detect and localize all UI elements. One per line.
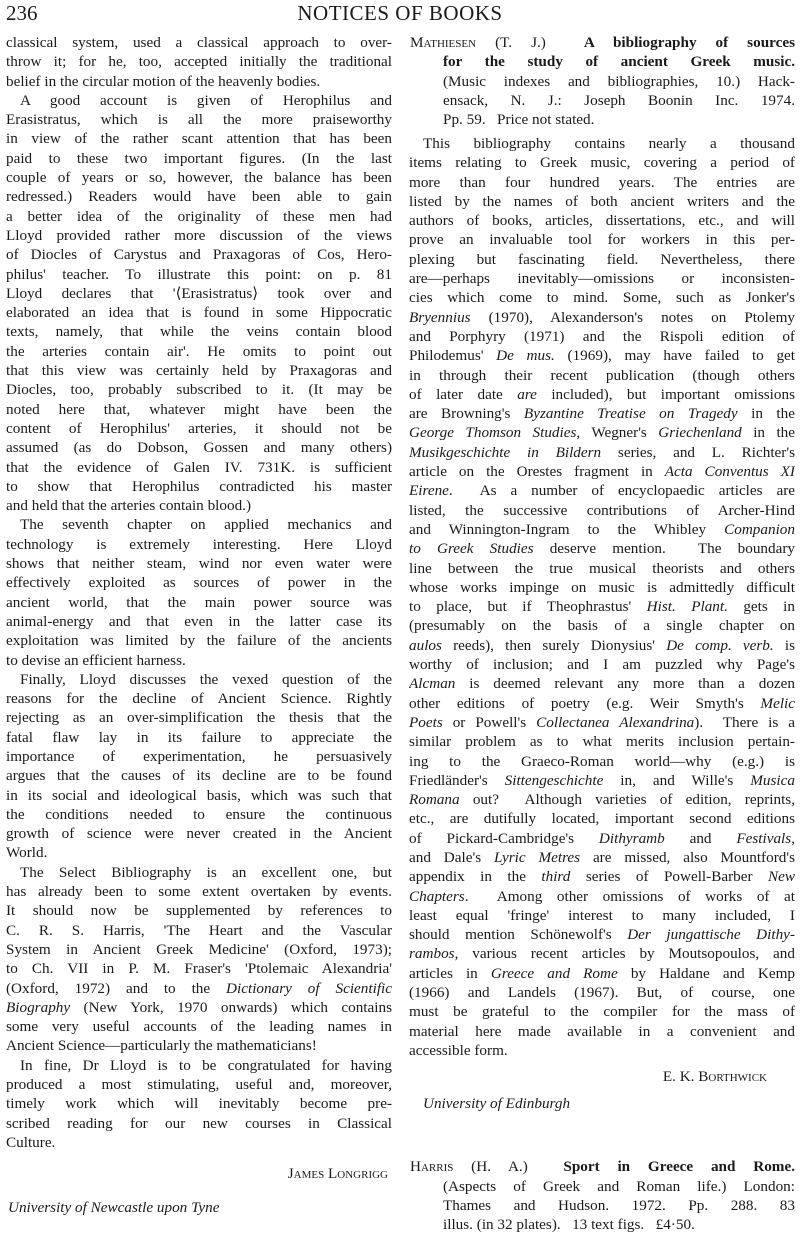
text-line: noted here that, whatever might have been the (6, 400, 392, 418)
text-segment: other editions of poetry (e.g. Weir Smyth's (409, 694, 761, 712)
italic-text-segment: Biography (6, 998, 71, 1016)
text-line: throw it; for he, too, accepted initially the traditional (6, 53, 392, 71)
text-segment: . Among other omissions of works of at (464, 887, 795, 905)
text-segment: , (791, 829, 795, 847)
text-line: System in Ancient Greek Medicine' (Oxford, 1973); (6, 940, 392, 958)
text-segment: ). There is a (694, 713, 795, 731)
italic-text-segment: Melic (760, 694, 795, 712)
text-line: line between the true musical theorists and others (409, 559, 795, 577)
review-text (409, 134, 795, 1060)
review-heading-harris (410, 1157, 795, 1234)
italic-text-segment: to Greek Studies (409, 540, 534, 558)
text-line: Erasistratus, which is all the more praiseworthy (6, 111, 392, 129)
text-segment: of Pickard-Cambridge's (409, 829, 599, 847)
italic-text-segment: George Thomson Studies (409, 424, 577, 442)
page-number: 236 (6, 1, 38, 25)
text-segment: (1970), Alexanderson's notes on Ptolemy (470, 308, 795, 326)
text-line: material here made available in a convenient and (409, 1022, 795, 1040)
text-segment: by Haldane and Kemp (617, 964, 795, 982)
text-line (409, 867, 795, 886)
left-column-text (6, 33, 392, 1152)
text-segment: deserve mention. The boundary (533, 540, 795, 558)
text-line (409, 385, 795, 404)
text-line: The seventh chapter on applied mechanics and (20, 516, 392, 534)
review-details-line: (Music indexes and bibliographies, 10.) Hack- (443, 72, 795, 90)
text-line: exploitation was limited by the failure of the ancients (6, 632, 392, 650)
text-segment: should mention Schönewolf's (409, 926, 628, 944)
review-heading-line (410, 1157, 795, 1176)
text-line: authors of books, articles, dissertations, etc., and will (409, 212, 795, 230)
italic-text-segment: rambos (409, 945, 455, 963)
text-segment: and Winnington-Ingram to the Whibley (409, 520, 725, 538)
text-line: animal-energy and that even in the latter case its (6, 612, 392, 630)
text-line: World. (6, 844, 48, 862)
paragraph (6, 91, 392, 516)
text-segment: reeds), then surely Dionysius' (441, 636, 667, 654)
text-line: ing to the Graeco-Roman world—why (e.g.) is (409, 752, 795, 770)
paragraph (6, 1056, 392, 1152)
text-line (6, 979, 392, 998)
text-line: more than four hundred years. The entries are (409, 173, 795, 191)
text-segment: and (664, 829, 737, 847)
text-segment: in the (741, 424, 795, 442)
text-line: whose works impinge on music is admittedly difficult (409, 578, 795, 596)
text-line: in its social and ideological basis, which was such that (6, 786, 392, 804)
text-line: shows that neither steam, wind nor even water were (6, 555, 392, 573)
text-line: This bibliography contains nearly a thousand (423, 135, 795, 152)
text-segment: Friedländer's (409, 771, 505, 789)
text-segment: article on the Orestes fragment in (409, 463, 665, 481)
paragraph (6, 515, 392, 669)
text-line: items relating to Greek music, covering a period of (409, 154, 795, 172)
text-line: plexing but fascinating field. Nevertheless, there (409, 250, 795, 268)
text-line: rejecting as an over-simplification the thesis that the (6, 709, 392, 727)
text-segment: is deemed relevant any more than a dozen (455, 675, 795, 693)
text-line (409, 674, 795, 693)
italic-text-segment: New (767, 868, 795, 886)
text-line: technology is extremely interesting. Here Lloyd (6, 535, 392, 553)
text-segment: series of Powell-Barber (570, 868, 768, 886)
text-line: reasons for the decline of Ancient Science. Rightly (6, 690, 392, 708)
review-book-title: Sport in Greece and Rome. (563, 1158, 795, 1176)
text-segment: are Browning's (409, 405, 524, 423)
text-line: to show that Herophilus contradicted his master (6, 477, 392, 495)
text-segment: Philodemus' (409, 347, 497, 365)
text-line: the conditions needed to ensure the continuous (6, 805, 392, 823)
text-line: to devise an efficient harness. (6, 651, 186, 669)
text-line: (1966) and Landels (1967). But, of course, one (409, 984, 795, 1002)
text-line: Diocles, too, probably subscribed to it. (It may be (6, 381, 392, 399)
paragraph (6, 670, 392, 863)
italic-text-segment: aulos (409, 636, 442, 654)
text-line: importance of experimentation, he persuasively (6, 747, 392, 765)
italic-text-segment: Collectanea Alexandrina (536, 713, 695, 731)
italic-text-segment: Greece and Rome (490, 964, 618, 982)
left-column (6, 33, 392, 1220)
text-line: to Ch. VII in P. M. Fraser's 'Ptolemaic Alexandria' (6, 960, 392, 978)
italic-text-segment: Byzantine Treatise on Tragedy (523, 405, 738, 423)
text-line (409, 771, 795, 790)
text-line: Culture. (6, 1133, 56, 1151)
italic-text-segment: Eirene (409, 482, 449, 500)
text-line (409, 481, 795, 500)
text-line (409, 636, 795, 655)
review-details-line: (Aspects of Greek and Roman life.) London: (443, 1177, 795, 1195)
text-segment: . As a number of encyclopaedic articles are (448, 482, 795, 500)
italic-text-segment: Alcman (409, 675, 456, 693)
text-segment: or Powell's (442, 713, 537, 731)
italic-text-segment: Poets (409, 713, 443, 731)
text-line (409, 443, 795, 462)
text-line (409, 925, 795, 944)
italic-text-segment: Festivals (736, 829, 792, 847)
reviewer-affiliation: University of Newcastle upon Tyne (8, 1199, 220, 1217)
italic-text-segment: Chapters (409, 887, 465, 905)
review-book-title: A bibliography of sources (583, 34, 795, 51)
paragraph (6, 863, 392, 1056)
italic-text-segment: De mus. (496, 347, 555, 365)
text-line: The Select Bibliography is an excellent one, but (20, 863, 392, 881)
text-line: belief in the circular motion of the heavenly bodies. (6, 72, 321, 90)
text-line (409, 848, 795, 867)
text-line: texts, namely, that while the veins contain blood (6, 323, 392, 341)
text-line (409, 694, 795, 713)
italic-text-segment: are (517, 385, 537, 403)
text-line: least equal 'fringe' interest to many included, I (409, 906, 795, 924)
text-line: in through their recent publication (though others (409, 366, 795, 384)
text-segment: is (773, 636, 795, 654)
text-line: Finally, Lloyd discusses the vexed question of the (20, 670, 392, 688)
review-details-line: illus. (in 32 plates). 13 text figs. £4·50. (443, 1216, 695, 1234)
review-author: Mathiesen (410, 34, 477, 51)
text-line: fatal flaw lay in its failure to appreciate the (6, 728, 392, 746)
review-author-initials: (H. A.) (453, 1158, 564, 1176)
text-line: assumed (as do Dobson, Gossen and many others) (6, 439, 392, 457)
review-author-initials: (T. J.) (476, 34, 584, 51)
text-line: are—perhaps inevitably—omissions or inconsisten- (409, 270, 795, 288)
text-line: prove an invaluable tool for workers in this per- (409, 231, 795, 249)
text-line: couple of years or so, however, the balance has been (6, 169, 392, 187)
italic-text-segment: Musikgeschichte in Bildern (409, 443, 602, 461)
text-segment: in, and Wille's (603, 771, 751, 789)
text-line: Lloyd provided rather more discussion of the views (6, 226, 392, 244)
review-author: Harris (410, 1158, 454, 1176)
text-line: redressed.) Readers would have been able to gain (6, 188, 392, 206)
text-segment: (1969), may have failed to get (554, 347, 795, 365)
italic-text-segment: Der jungattische Dithy- (627, 926, 795, 944)
review-body-mathiesen (409, 134, 795, 1234)
italic-text-segment: Acta Conventus XI (664, 463, 795, 481)
text-line: In fine, Dr Lloyd is to be congratulated for having (20, 1056, 392, 1074)
text-line: cies which come to mind. Some, such as Jonker's (409, 289, 795, 307)
text-line: A good account is given of Herophilus and (20, 91, 392, 109)
text-line: that this view was certainly held by Praxagoras and (6, 362, 392, 380)
text-line: C. R. S. Harris, 'The Heart and the Vascular (6, 921, 392, 939)
text-line: that the evidence of Galen IV. 731K. is sufficient (6, 458, 392, 476)
text-line: Lloyd declares that '⟨Erasistratus⟩ took over and (6, 284, 392, 302)
text-segment: (Oxford, 1972) and to the (6, 979, 227, 997)
text-segment: in the (737, 405, 795, 423)
text-line (409, 829, 795, 848)
reviewer-affiliation: University of Edinburgh (423, 1095, 571, 1113)
text-line (409, 597, 795, 616)
italic-text-segment: Griechenland (658, 424, 742, 442)
text-line: in view of the rather scant attention that has been (6, 130, 392, 148)
text-line: effectively exploited as sources of power in the (6, 574, 392, 592)
text-line: of Diocles of Carystus and Praxagoras of Cos, Hero- (6, 246, 392, 264)
text-line: growth of science were never created in the Ancient (6, 825, 392, 843)
review-heading-line (410, 33, 795, 52)
text-line: etc., are dutifully located, important second editions (409, 810, 795, 828)
text-segment: , Wegner's (576, 424, 659, 442)
text-line (409, 964, 795, 983)
text-line (409, 462, 795, 481)
text-line (409, 346, 795, 365)
italic-text-segment: Romana (409, 791, 460, 809)
text-segment: are missed, also Mountford's (580, 848, 795, 866)
text-line (409, 520, 795, 539)
text-line (409, 308, 795, 327)
text-line (409, 713, 795, 732)
text-line: a better idea of the originality of these men had (6, 207, 392, 225)
text-segment: series, and L. Richter's (601, 443, 795, 461)
text-line: listed by the names of both ancient writers and the (409, 192, 795, 210)
text-line (409, 887, 795, 906)
text-line: content of Herophilus' arteries, it should not be (6, 419, 392, 437)
text-segment: of later date (409, 385, 518, 403)
text-segment: (New York, 1970 onwards) which contains (70, 998, 392, 1016)
text-line (409, 404, 795, 423)
text-line: classical system, used a classical approach to over- (6, 34, 392, 51)
text-line (409, 423, 795, 442)
text-line: ancient world, that the main power source was (6, 593, 392, 611)
review-heading-mathiesen (410, 33, 795, 129)
paragraph (6, 33, 392, 91)
italic-text-segment: third (541, 868, 571, 886)
review-details-line: Thames and Hudson. 1972. Pp. 288. 83 (443, 1196, 795, 1214)
text-line: the arteries contain air'. He omits to point out (6, 342, 392, 360)
text-line: argues that the causes of its decline are to be found (6, 767, 392, 785)
text-segment: and Dale's (409, 848, 494, 866)
text-line: and Porphyry (1971) and the Rispoli edition of (409, 327, 795, 345)
review-book-title-cont: for the study of ancient Greek music. (443, 53, 795, 71)
review-details-line: Pp. 59. Price not stated. (443, 111, 595, 129)
italic-text-segment: Bryennius (409, 308, 471, 326)
text-segment: articles in (409, 964, 491, 982)
reviewer-signature: E. K. Borthwick (662, 1068, 767, 1086)
text-line: scribed reading for our new courses in Classical (6, 1114, 392, 1132)
text-segment: to place, but if Theophrastus' (409, 598, 647, 616)
italic-text-segment: Companion (724, 520, 795, 538)
text-line (409, 790, 795, 809)
text-line: and held that the arteries contain blood.) (6, 497, 252, 515)
text-segment: gets in (727, 598, 795, 616)
text-line: timely work which will inevitably become pre- (6, 1095, 392, 1113)
italic-text-segment: Hist. Plant. (646, 598, 728, 616)
text-line: must be grateful to the compiler for the mass of (409, 1003, 795, 1021)
text-line: worthy of inclusion; and I am puzzled why Page's (409, 656, 795, 674)
italic-text-segment: Sittengeschichte (504, 771, 604, 789)
text-line: produced a most stimulating, useful and, moreover, (6, 1076, 392, 1094)
text-line: some very useful accounts of the leading names in (6, 1018, 392, 1036)
running-head: NOTICES OF BOOKS (297, 1, 503, 25)
text-line: has already been to some extent overtaken by events. (6, 883, 392, 901)
text-segment: out? Although varieties of edition, reprints, (459, 791, 795, 809)
text-line: It should now be supplemented by references to (6, 902, 392, 920)
text-segment: , various recent articles by Moutsopoulos, and (454, 945, 795, 963)
italic-text-segment: Dithyramb (598, 829, 665, 847)
text-line (409, 944, 795, 963)
text-line: philus' teacher. To illustrate this point: on p. 81 (6, 265, 392, 283)
text-line: Ancient Science—particularly the mathematicians! (6, 1037, 317, 1055)
text-segment: appendix in the (409, 868, 542, 886)
text-line: paid to these two important figures. (In the last (6, 149, 392, 167)
text-line: (presumably on the basis of a single chapter on (409, 617, 795, 635)
text-line: elaborated an idea that is found in some Hippocratic (6, 304, 392, 322)
text-line: listed, the successive contributions of Archer-Hind (409, 501, 795, 519)
italic-text-segment: Lyric Metres (493, 848, 581, 866)
text-segment: included), but important omissions (536, 385, 795, 403)
italic-text-segment: De comp. verb. (666, 636, 774, 654)
review-details-line: ensack, N. J.: Joseph Boonin Inc. 1974. (443, 91, 795, 109)
italic-text-segment: Dictionary of Scientific (226, 979, 392, 997)
reviewer-signature: James Longrigg (287, 1165, 388, 1183)
italic-text-segment: Musica (750, 771, 795, 789)
text-line: accessible form. (409, 1041, 508, 1059)
text-line: similar problem as to what merits inclusion pertain- (409, 733, 795, 751)
text-line (409, 539, 795, 558)
text-line (6, 998, 392, 1017)
